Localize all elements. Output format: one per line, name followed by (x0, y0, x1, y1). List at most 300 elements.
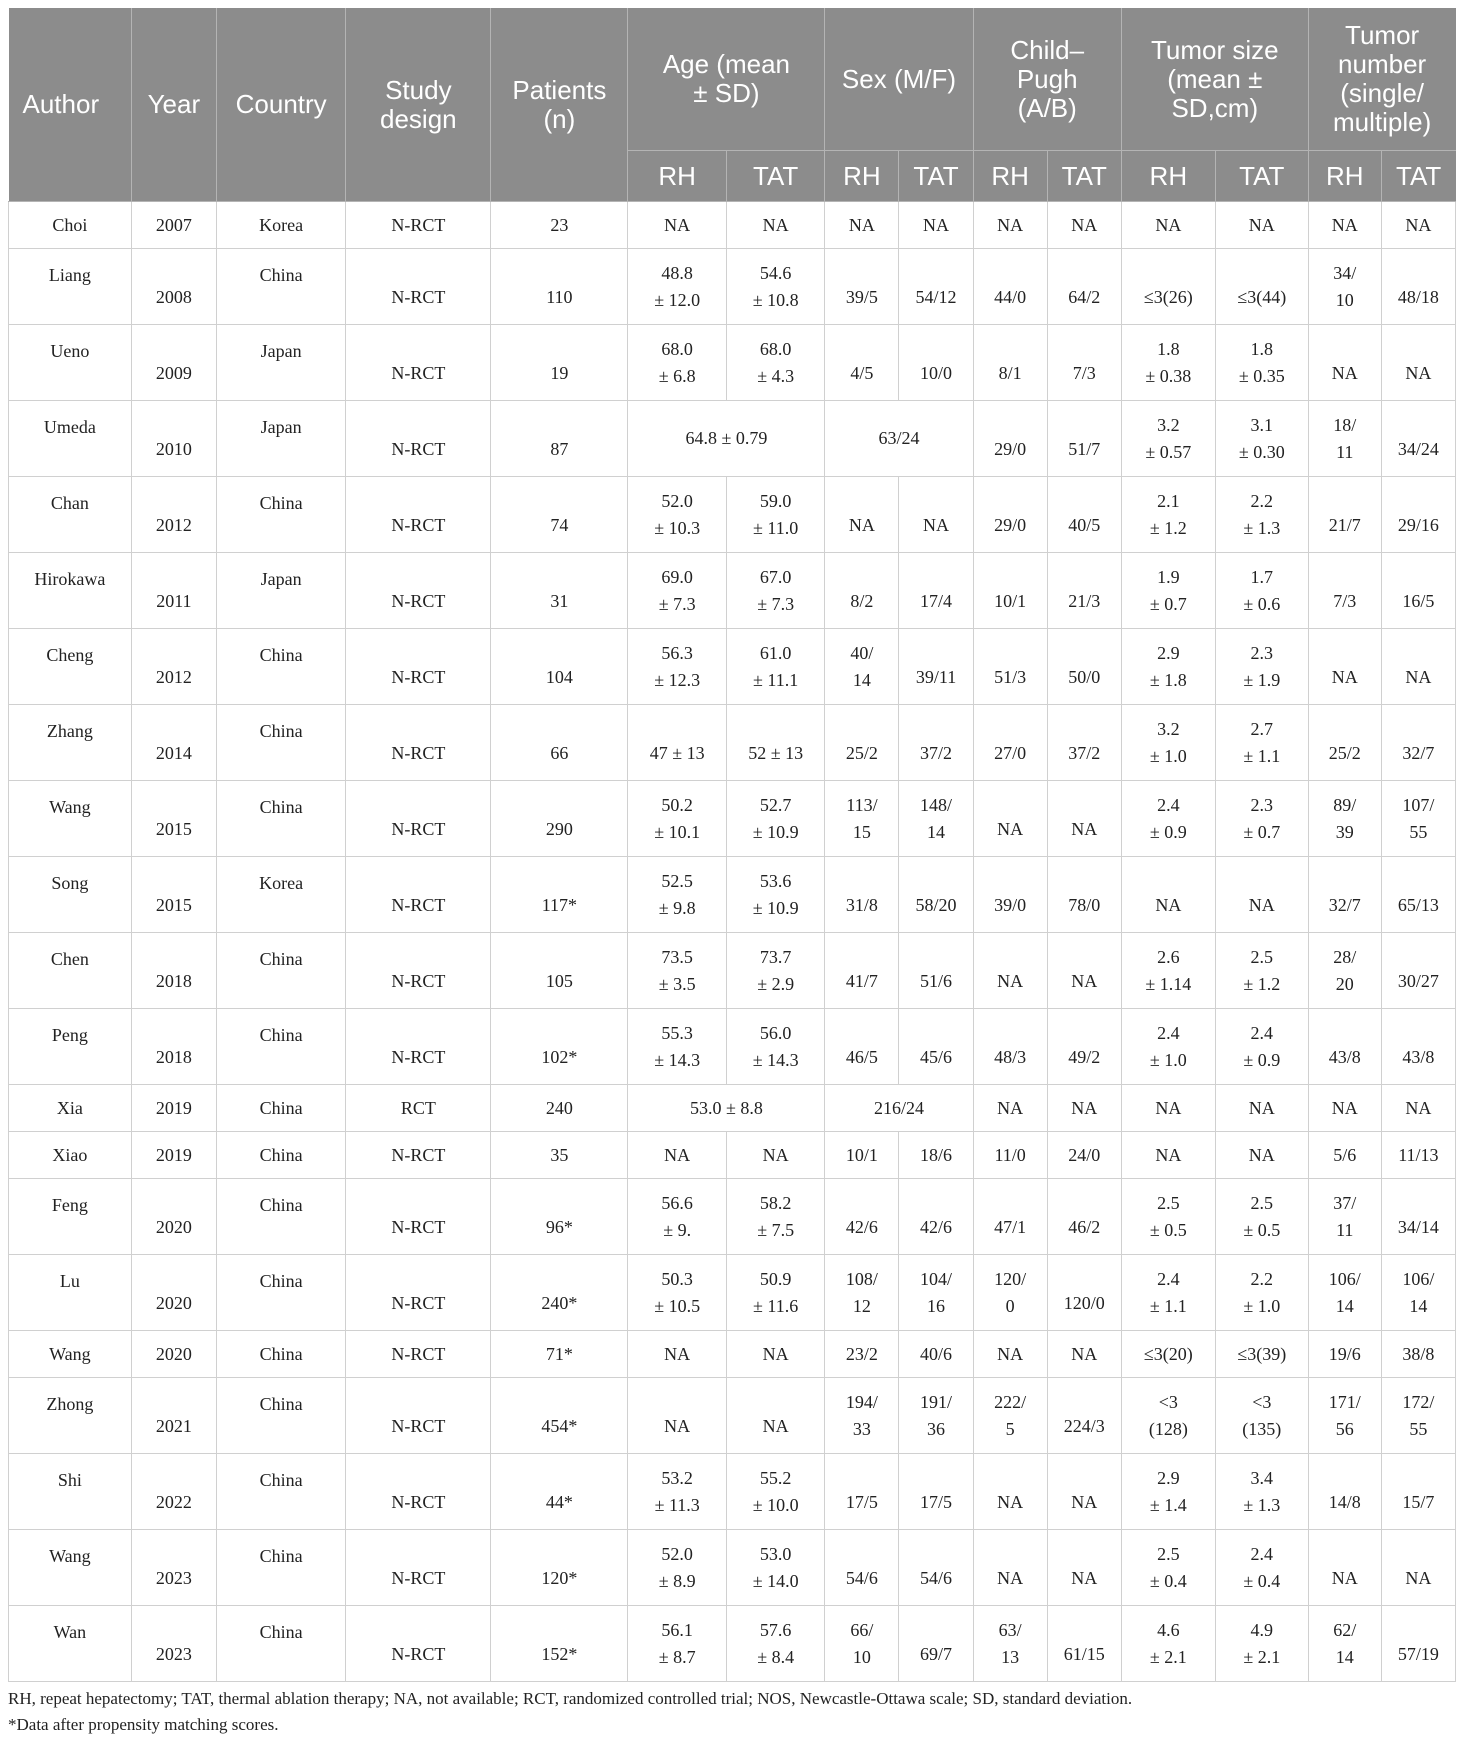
cell-year-value: 2012 (155, 667, 192, 687)
cell-study-design (346, 477, 491, 553)
cell-year (131, 1606, 216, 1682)
cell-country (216, 781, 345, 857)
cell-tn-tat (1381, 781, 1455, 857)
cell-author-value: Umeda (43, 417, 96, 437)
cell-author-value: Hirokawa (34, 569, 106, 589)
cell-age-tat (726, 1530, 824, 1606)
cell-ts-rh-value: NA (1155, 1144, 1182, 1165)
cell-cp-rh-value: 29/0 (994, 515, 1027, 535)
header-age-line: ± SD) (693, 78, 760, 108)
cell-country-value: China (259, 949, 303, 969)
cell-ts-tat-value: 2.4 ± 0.4 (1243, 1543, 1281, 1591)
cell-cp-rh-value: NA (997, 1343, 1024, 1364)
cell-tn-rh (1308, 1009, 1381, 1085)
cell-tn-rh (1308, 553, 1381, 629)
cell-cp-rh (973, 325, 1047, 401)
header-study-design (346, 8, 491, 202)
cell-ts-tat-value: 1.8 ± 0.35 (1238, 338, 1285, 386)
cell-age-tat-value: 55.2 ± 10.0 (752, 1467, 799, 1515)
cell-country (216, 249, 345, 325)
cell-cp-tat (1047, 401, 1121, 477)
header-sex-rh: RH (825, 151, 899, 202)
cell-sex-rh (825, 1009, 899, 1085)
cell-age-rh-value: 68.0 ± 6.8 (658, 338, 696, 386)
cell-author (9, 1454, 132, 1530)
cell-sex-rh-value: 194/ 33 (845, 1391, 878, 1439)
cell-cp-rh (973, 781, 1047, 857)
cell-age-tat (726, 1331, 824, 1378)
cell-ts-tat (1215, 401, 1308, 477)
cell-ts-rh (1121, 1085, 1215, 1132)
cell-age-tat-value: 59.0 ± 11.0 (753, 490, 799, 538)
cell-ts-rh-value: 1.8 ± 0.38 (1145, 338, 1192, 386)
cell-cp-tat-value: NA (1071, 1568, 1098, 1588)
cell-country (216, 933, 345, 1009)
cell-sex-tat (899, 1454, 973, 1530)
cell-age-rh-value: 50.2 ± 10.1 (654, 794, 701, 842)
cell-country (216, 629, 345, 705)
cell-cp-rh (973, 401, 1047, 477)
header-age (628, 8, 825, 151)
cell-patients-value: 104 (545, 667, 573, 687)
cell-age-tat (726, 553, 824, 629)
cell-author (9, 1132, 132, 1179)
cell-study-design-value: N-RCT (391, 1217, 446, 1237)
cell-country (216, 1255, 345, 1331)
cell-sex-merged (825, 401, 973, 477)
header-tn-tat: TAT (1381, 151, 1455, 202)
cell-tn-rh (1308, 1331, 1381, 1378)
cell-ts-tat-value: 2.3 ± 1.9 (1243, 642, 1281, 690)
cell-age-tat-value: 68.0 ± 4.3 (757, 338, 795, 386)
cell-tn-tat-value: 29/16 (1397, 515, 1439, 535)
cell-cp-tat (1047, 705, 1121, 781)
cell-ts-tat-value: ≤3(44) (1237, 287, 1287, 307)
header-patients (491, 8, 628, 202)
cell-ts-tat (1215, 933, 1308, 1009)
cell-cp-rh-value: 8/1 (998, 363, 1022, 383)
header-tumor-size-line: (mean ± (1167, 63, 1263, 94)
cell-ts-tat (1215, 1179, 1308, 1255)
cell-country (216, 477, 345, 553)
cell-author (9, 1009, 132, 1085)
cell-ts-rh-value: 1.9 ± 0.7 (1149, 566, 1187, 614)
cell-author (9, 781, 132, 857)
cell-sex-rh (825, 1331, 899, 1378)
cell-sex-tat (899, 477, 973, 553)
cell-cp-tat-value: 78/0 (1068, 895, 1101, 915)
cell-author (9, 857, 132, 933)
cell-age-rh (628, 325, 726, 401)
cell-age-rh (628, 202, 726, 249)
cell-year (131, 1009, 216, 1085)
cell-tn-rh-value: 28/ 20 (1333, 946, 1357, 994)
cell-author (9, 705, 132, 781)
table-container (8, 8, 1456, 1682)
cell-country-value: China (259, 1470, 303, 1490)
table-row (9, 1331, 1456, 1378)
cell-author-value: Wan (53, 1622, 87, 1642)
cell-patients (491, 629, 628, 705)
cell-cp-rh-value: NA (997, 1492, 1024, 1512)
cell-cp-tat (1047, 629, 1121, 705)
cell-cp-tat (1047, 857, 1121, 933)
cell-cp-tat-value: NA (1071, 1492, 1098, 1512)
cell-age-rh (628, 705, 726, 781)
cell-year-value: 2012 (155, 515, 192, 535)
cell-country-value: China (259, 721, 303, 741)
cell-year (131, 553, 216, 629)
cell-year (131, 781, 216, 857)
cell-year-value: 2014 (155, 743, 192, 763)
cell-patients (491, 553, 628, 629)
cell-tn-rh (1308, 705, 1381, 781)
cell-tn-tat-value: 32/7 (1402, 743, 1435, 763)
cell-cp-tat-value: 37/2 (1068, 743, 1101, 763)
header-ts-tat: TAT (1215, 151, 1308, 202)
cell-age-tat (726, 1454, 824, 1530)
cell-year (131, 705, 216, 781)
cell-age-rh (628, 1132, 726, 1179)
cell-ts-tat (1215, 705, 1308, 781)
header-child-pugh-line: Child– (1010, 34, 1085, 65)
cell-patients-value: 71* (545, 1343, 573, 1364)
cell-age-rh (628, 1009, 726, 1085)
cell-tn-rh-value: NA (1331, 363, 1358, 383)
cell-tn-rh-value: 171/ 56 (1328, 1391, 1361, 1439)
cell-sex-tat-value: 58/20 (915, 895, 957, 915)
cell-age-rh-value: 52.0 ± 8.9 (658, 1543, 696, 1591)
cell-age-tat-value: NA (762, 1343, 789, 1364)
cell-patients (491, 933, 628, 1009)
cell-patients (491, 1530, 628, 1606)
cell-cp-tat (1047, 1454, 1121, 1530)
cell-cp-rh (973, 1009, 1047, 1085)
cell-tn-rh-value: NA (1331, 667, 1358, 687)
cell-cp-tat-value: 46/2 (1068, 1217, 1101, 1237)
cell-ts-rh (1121, 249, 1215, 325)
cell-tn-rh (1308, 477, 1381, 553)
cell-ts-rh-value: 2.5 ± 0.5 (1149, 1192, 1187, 1240)
cell-ts-rh (1121, 1009, 1215, 1085)
cell-sex-tat (899, 1378, 973, 1454)
cell-study-design (346, 1085, 491, 1132)
cell-patients (491, 1009, 628, 1085)
cell-country (216, 1530, 345, 1606)
cell-ts-tat-value: NA (1248, 1144, 1275, 1165)
cell-country (216, 202, 345, 249)
cell-cp-tat-value: 61/15 (1063, 1644, 1105, 1664)
cell-cp-rh (973, 1132, 1047, 1179)
cell-sex-tat (899, 1179, 973, 1255)
cell-ts-tat (1215, 1132, 1308, 1179)
header-sex: Sex (M/F) (825, 8, 973, 151)
cell-tn-tat-value: 43/8 (1402, 1047, 1435, 1067)
cell-country (216, 401, 345, 477)
cell-country-value: China (259, 1343, 303, 1364)
table-row (9, 629, 1456, 705)
cell-study-design (346, 705, 491, 781)
cell-tn-rh-value: 89/ 39 (1333, 794, 1357, 842)
cell-ts-tat (1215, 1009, 1308, 1085)
cell-year (131, 249, 216, 325)
cell-author-value: Cheng (46, 645, 94, 665)
cell-patients (491, 857, 628, 933)
cell-year (131, 1132, 216, 1179)
cell-sex-rh-value: 8/2 (850, 591, 874, 611)
cell-sex-merged (825, 1085, 973, 1132)
cell-tn-tat (1381, 1255, 1455, 1331)
cell-ts-rh-value: 2.6 ± 1.14 (1145, 946, 1192, 994)
cell-ts-rh (1121, 857, 1215, 933)
cell-ts-tat-value: 2.5 ± 1.2 (1243, 946, 1281, 994)
cell-tn-tat-value: NA (1405, 1568, 1432, 1588)
cell-sex-tat (899, 857, 973, 933)
cell-country-value: China (259, 1271, 303, 1291)
cell-age-tat (726, 1255, 824, 1331)
cell-sex-rh (825, 933, 899, 1009)
cell-study-design (346, 553, 491, 629)
cell-ts-tat (1215, 249, 1308, 325)
cell-age-tat (726, 1179, 824, 1255)
cell-author (9, 1530, 132, 1606)
cell-ts-rh (1121, 1378, 1215, 1454)
cell-ts-rh-value: 2.4 ± 0.9 (1149, 794, 1187, 842)
cell-sex-rh-value: 46/5 (845, 1047, 878, 1067)
cell-patients (491, 1454, 628, 1530)
cell-ts-rh-value: ≤3(26) (1143, 287, 1193, 307)
cell-author-value: Wang (49, 797, 91, 817)
cell-ts-rh (1121, 1331, 1215, 1378)
cell-year (131, 857, 216, 933)
cell-study-design-value: N-RCT (391, 1343, 446, 1364)
cell-age-tat-value: 56.0 ± 14.3 (752, 1022, 799, 1070)
table-row (9, 1606, 1456, 1682)
cell-year (131, 1530, 216, 1606)
cell-ts-tat (1215, 1530, 1308, 1606)
cell-tn-tat-value: 30/27 (1397, 971, 1439, 991)
cell-patients (491, 401, 628, 477)
cell-sex-tat (899, 705, 973, 781)
cell-tn-rh-value: 19/6 (1328, 1343, 1361, 1364)
cell-ts-tat (1215, 1085, 1308, 1132)
cell-ts-tat (1215, 1454, 1308, 1530)
cell-patients-value: 152* (541, 1644, 578, 1664)
cell-age-rh-value: NA (664, 1416, 691, 1436)
cell-tn-rh (1308, 1378, 1381, 1454)
cell-sex-rh (825, 1530, 899, 1606)
cell-tn-rh-value: 7/3 (1333, 591, 1357, 611)
cell-author-value: Peng (51, 1025, 88, 1045)
cell-country-value: Japan (260, 341, 302, 361)
cell-age-rh (628, 781, 726, 857)
cell-ts-rh (1121, 401, 1215, 477)
cell-tn-rh (1308, 1454, 1381, 1530)
cell-cp-tat-value: NA (1071, 214, 1098, 235)
cell-tn-tat-value: 15/7 (1402, 1492, 1435, 1512)
cell-sex-rh (825, 553, 899, 629)
cell-ts-rh (1121, 477, 1215, 553)
cell-cp-tat-value: 120/0 (1063, 1293, 1105, 1313)
table-row (9, 477, 1456, 553)
cell-study-design-value: N-RCT (391, 515, 446, 535)
cell-patients-value: 240* (541, 1293, 578, 1313)
cell-study-design-value: N-RCT (391, 287, 446, 307)
cell-sex-tat-value: NA (923, 515, 950, 535)
cell-sex-tat-value: 104/ 16 (920, 1268, 953, 1316)
cell-sex-rh (825, 857, 899, 933)
cell-year-value: 2019 (155, 1144, 192, 1165)
cell-age-rh-value: 69.0 ± 7.3 (658, 566, 696, 614)
cell-sex-tat-value: 18/6 (920, 1144, 953, 1165)
cell-age-tat (726, 249, 824, 325)
table-row (9, 933, 1456, 1009)
cell-country (216, 1331, 345, 1378)
cell-cp-rh (973, 1530, 1047, 1606)
cell-sex-tat-value: 148/ 14 (920, 794, 953, 842)
cell-country-value: China (259, 1195, 303, 1215)
cell-cp-rh-value: NA (997, 214, 1024, 235)
cell-cp-rh (973, 553, 1047, 629)
cell-patients (491, 1085, 628, 1132)
cell-tn-rh-value: 18/ 11 (1333, 414, 1357, 462)
cell-age-tat (726, 629, 824, 705)
cell-study-design-value: N-RCT (391, 1293, 446, 1313)
cell-patients-value: 117* (541, 895, 578, 915)
cell-tn-tat (1381, 933, 1455, 1009)
cell-sex-tat-value: 54/12 (915, 287, 957, 307)
cell-cp-rh-value: 44/0 (994, 287, 1027, 307)
cell-tn-rh-value: NA (1331, 1097, 1358, 1118)
cell-study-design (346, 249, 491, 325)
cell-patients (491, 1179, 628, 1255)
cell-age-tat-value: 52 ± 13 (748, 743, 804, 763)
cell-sex-rh-value: 54/6 (845, 1568, 878, 1588)
table-row (9, 1378, 1456, 1454)
header-tumor-number-line: number (1338, 49, 1427, 79)
cell-tn-rh (1308, 1255, 1381, 1331)
cell-patients (491, 1255, 628, 1331)
cell-patients (491, 705, 628, 781)
cell-tn-tat-value: 34/24 (1397, 439, 1439, 459)
cell-author-value: Lu (59, 1271, 80, 1291)
cell-sex-rh (825, 477, 899, 553)
cell-ts-tat (1215, 781, 1308, 857)
cell-patients-value: 35 (550, 1144, 569, 1165)
cell-cp-tat (1047, 1255, 1121, 1331)
cell-sex-rh (825, 249, 899, 325)
cell-study-design-value: N-RCT (391, 1047, 446, 1067)
cell-tn-rh (1308, 857, 1381, 933)
cell-year-value: 2008 (155, 287, 192, 307)
cell-ts-rh-value: NA (1155, 1097, 1182, 1118)
cell-sex-tat-value: NA (923, 214, 950, 235)
cell-tn-tat (1381, 857, 1455, 933)
cell-year-value: 2020 (155, 1343, 192, 1364)
header-child-pugh (973, 8, 1121, 151)
cell-sex-tat-value: 37/2 (920, 743, 953, 763)
cell-age-rh (628, 1378, 726, 1454)
cell-cp-rh-value: NA (997, 1568, 1024, 1588)
cell-patients (491, 781, 628, 857)
cell-sex-rh-value: 40/ 14 (850, 642, 874, 690)
cell-sex-rh (825, 781, 899, 857)
cell-author-value: Shi (57, 1470, 82, 1490)
cell-age-rh-value: 56.3 ± 12.3 (654, 642, 701, 690)
header-patients-line: (n) (543, 103, 576, 134)
cell-tn-rh (1308, 202, 1381, 249)
cell-year (131, 1454, 216, 1530)
cell-age-rh (628, 1530, 726, 1606)
cell-age-tat-value: 61.0 ± 11.1 (753, 642, 799, 690)
table-row (9, 705, 1456, 781)
cell-study-design-value: N-RCT (391, 439, 446, 459)
cell-ts-tat-value: ≤3(39) (1237, 1343, 1287, 1364)
cell-sex-rh-value: 108/ 12 (845, 1268, 878, 1316)
cell-cp-rh-value: 120/ 0 (994, 1268, 1027, 1316)
cell-age-merged-value: 64.8 ± 0.79 (685, 428, 768, 448)
cell-sex-rh (825, 629, 899, 705)
cell-sex-merged-value: 216/24 (873, 1097, 924, 1118)
cell-patients-value: 31 (550, 591, 569, 611)
cell-tn-tat (1381, 1331, 1455, 1378)
cell-age-rh (628, 629, 726, 705)
cell-author-value: Chan (50, 493, 89, 513)
cell-cp-rh-value: 39/0 (994, 895, 1027, 915)
cell-sex-rh (825, 1179, 899, 1255)
header-child-pugh-line: Pugh (1016, 63, 1078, 94)
cell-author-value: Choi (52, 214, 88, 235)
cell-cp-rh-value: 222/ 5 (994, 1391, 1027, 1439)
cell-age-rh-value: 50.3 ± 10.5 (654, 1268, 701, 1316)
cell-sex-rh-value: 25/2 (845, 743, 878, 763)
cell-ts-rh-value: <3 (128) (1148, 1391, 1188, 1439)
cell-ts-tat (1215, 1606, 1308, 1682)
header-tumor-number-line: (single/ (1340, 78, 1425, 108)
header-sex-tat: TAT (899, 151, 973, 202)
cell-ts-rh-value: 4.6 ± 2.1 (1149, 1619, 1187, 1667)
cell-tn-tat (1381, 1606, 1455, 1682)
cell-age-rh-value: 55.3 ± 14.3 (654, 1022, 701, 1070)
cell-age-tat-value: 54.6 ± 10.8 (752, 262, 799, 310)
cell-year-value: 2015 (155, 895, 192, 915)
cell-sex-tat-value: 10/0 (920, 363, 953, 383)
cell-ts-tat (1215, 629, 1308, 705)
cell-year-value: 2020 (155, 1293, 192, 1313)
cell-study-design (346, 1530, 491, 1606)
cell-country-value: China (259, 1097, 303, 1118)
cell-tn-tat-value: NA (1405, 667, 1432, 687)
cell-age-tat-value: 53.0 ± 14.0 (752, 1543, 799, 1591)
cell-tn-rh (1308, 1132, 1381, 1179)
cell-study-design-value: N-RCT (391, 1568, 446, 1588)
cell-sex-tat (899, 1606, 973, 1682)
cell-tn-rh-value: NA (1331, 1568, 1358, 1588)
footnote-propensity: *Data after propensity matching scores. (8, 1715, 279, 1734)
cell-tn-rh (1308, 781, 1381, 857)
cell-age-rh-value: NA (664, 1343, 691, 1364)
cell-year-value: 2009 (155, 363, 192, 383)
cell-tn-tat-value: 16/5 (1402, 591, 1435, 611)
cell-author (9, 1606, 132, 1682)
cell-tn-tat (1381, 553, 1455, 629)
cell-tn-rh-value: NA (1331, 214, 1358, 235)
cell-cp-tat (1047, 1132, 1121, 1179)
cell-sex-rh-value: 66/ 10 (850, 1619, 874, 1667)
cell-cp-tat-value: 50/0 (1068, 667, 1101, 687)
cell-tn-tat-value: NA (1405, 363, 1432, 383)
cell-sex-rh (825, 705, 899, 781)
